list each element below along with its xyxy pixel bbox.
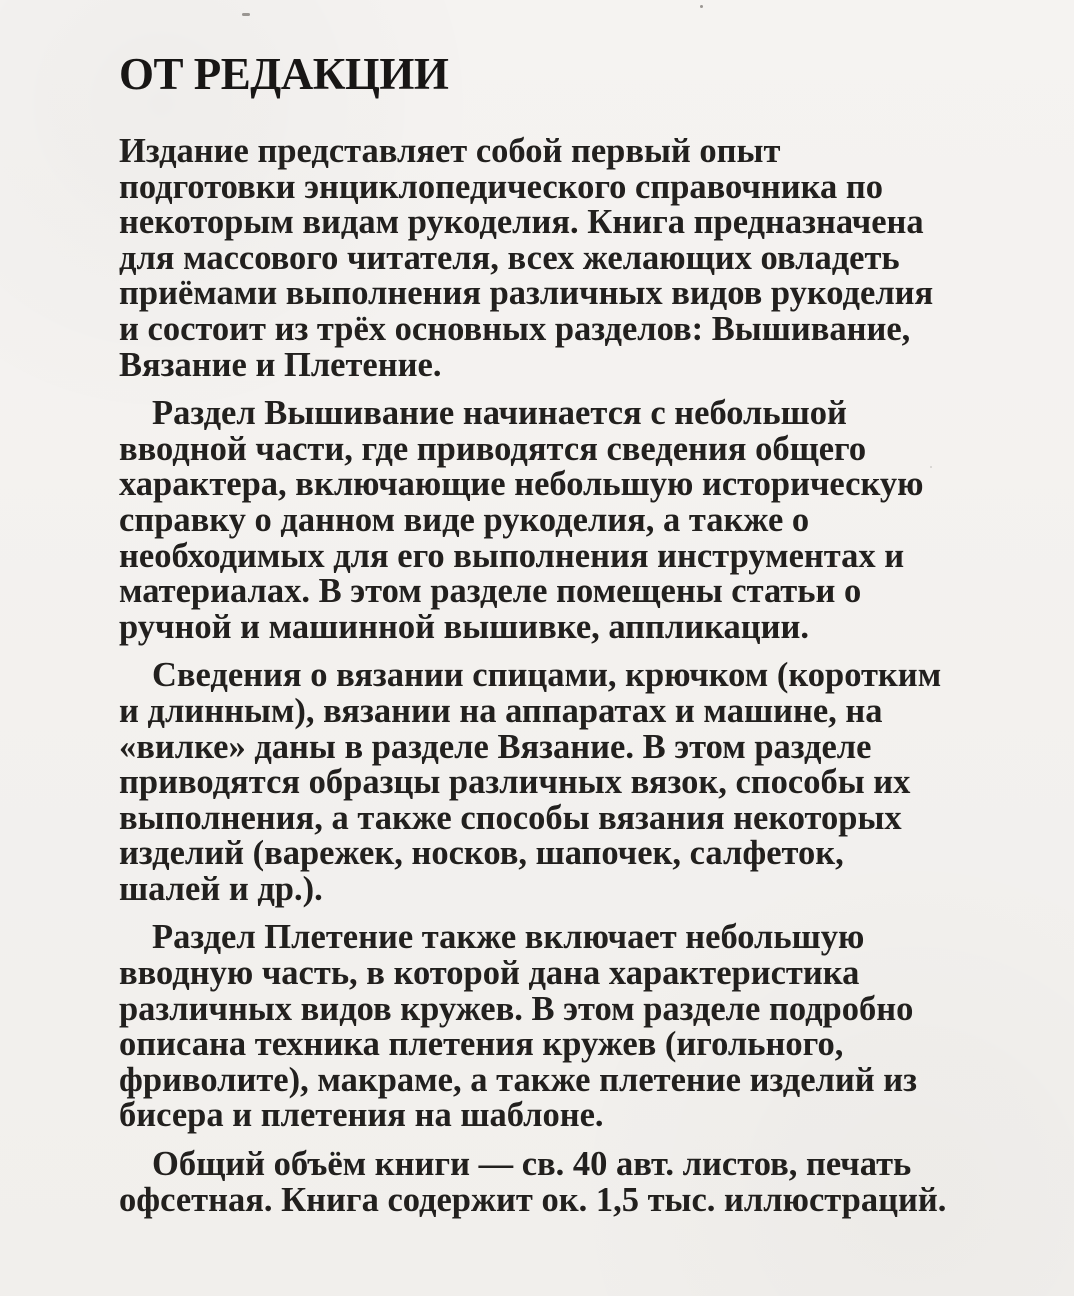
- paragraph-5-line-2: офсетная. Книга содержит ок. 1,5 тыс. иллюстраций.: [119, 1180, 947, 1219]
- paragraph-4-line-6: бисера и плетения на шаблоне.: [119, 1096, 604, 1135]
- paragraph-3-line-2: и длинным), вязании на аппаратах и машине, на: [119, 691, 883, 730]
- paragraph-3-line-4: приводятся образцы различных вязок, способы их: [119, 763, 911, 802]
- print-speck: [242, 13, 250, 16]
- paragraph-3-line-3: «вилке» даны в разделе Вязание. В этом разделе: [119, 727, 872, 766]
- paragraph-1-line-1: Издание представляет собой первый опыт: [119, 132, 781, 170]
- paragraph-2: [119, 396, 964, 645]
- paragraph-5: [119, 1147, 964, 1218]
- paragraph-2-line-1: Раздел Вышивание начинается с небольшой: [152, 394, 847, 433]
- page-title: ОТ РЕДАКЦИИ: [119, 49, 449, 99]
- paragraph-2-line-4: справку о данном виде рукоделия, а также о: [119, 500, 810, 539]
- paragraph-4-line-3: различных видов кружев. В этом разделе подробно: [119, 989, 914, 1028]
- paragraph-3-line-7: шалей и др.).: [119, 869, 323, 908]
- paragraph-2-line-5: необходимых для его выполнения инструментах и: [119, 536, 905, 575]
- paragraph-3-line-1: Сведения о вязании спицами, крючком (коротким: [152, 656, 942, 695]
- paragraph-1-line-5: приёмами выполнения различных видов рукоделия: [119, 274, 934, 313]
- paragraph-2-line-6: материалах. В этом разделе помещены статьи о: [119, 572, 862, 611]
- paragraph-1-line-6: и состоит из трёх основных разделов: Вышивание,: [119, 309, 911, 348]
- paragraph-5-line-1: Общий объём книги — св. 40 авт. листов, печать: [152, 1145, 912, 1184]
- paragraph-2-line-7: ручной и машинной вышивке, аппликации.: [119, 607, 810, 646]
- paragraph-1-line-7: Вязание и Плетение.: [119, 345, 442, 384]
- paragraph-4: [119, 920, 964, 1134]
- paragraph-4-line-4: описана техника плетения кружев (игольного,: [119, 1025, 844, 1064]
- paragraph-1: [119, 134, 964, 383]
- paragraph-3: [119, 658, 964, 907]
- paragraph-1-line-3: некоторым видам рукоделия. Книга предназначена: [119, 203, 924, 242]
- paragraph-1-line-4: для массового читателя, всех желающих овладеть: [119, 238, 900, 277]
- paragraph-2-line-3: характера, включающие небольшую историческую: [119, 465, 924, 504]
- paragraph-3-line-6: изделий (варежек, носков, шапочек, салфеток,: [119, 834, 844, 873]
- paragraph-2-line-2: вводной части, где приводятся сведения общего: [119, 429, 867, 468]
- print-speck: [700, 5, 703, 8]
- editorial-text: [119, 134, 964, 1231]
- paragraph-3-line-5: выполнения, а также способы вязания некоторых: [119, 798, 902, 837]
- paragraph-1-line-2: подготовки энциклопедического справочника по: [119, 167, 883, 206]
- paragraph-4-line-1: Раздел Плетение также включает небольшую: [152, 918, 865, 957]
- paragraph-4-line-5: фриволите), макраме, а также плетение изделий из: [119, 1060, 917, 1099]
- paragraph-4-line-2: вводную часть, в которой дана характеристика: [119, 954, 860, 993]
